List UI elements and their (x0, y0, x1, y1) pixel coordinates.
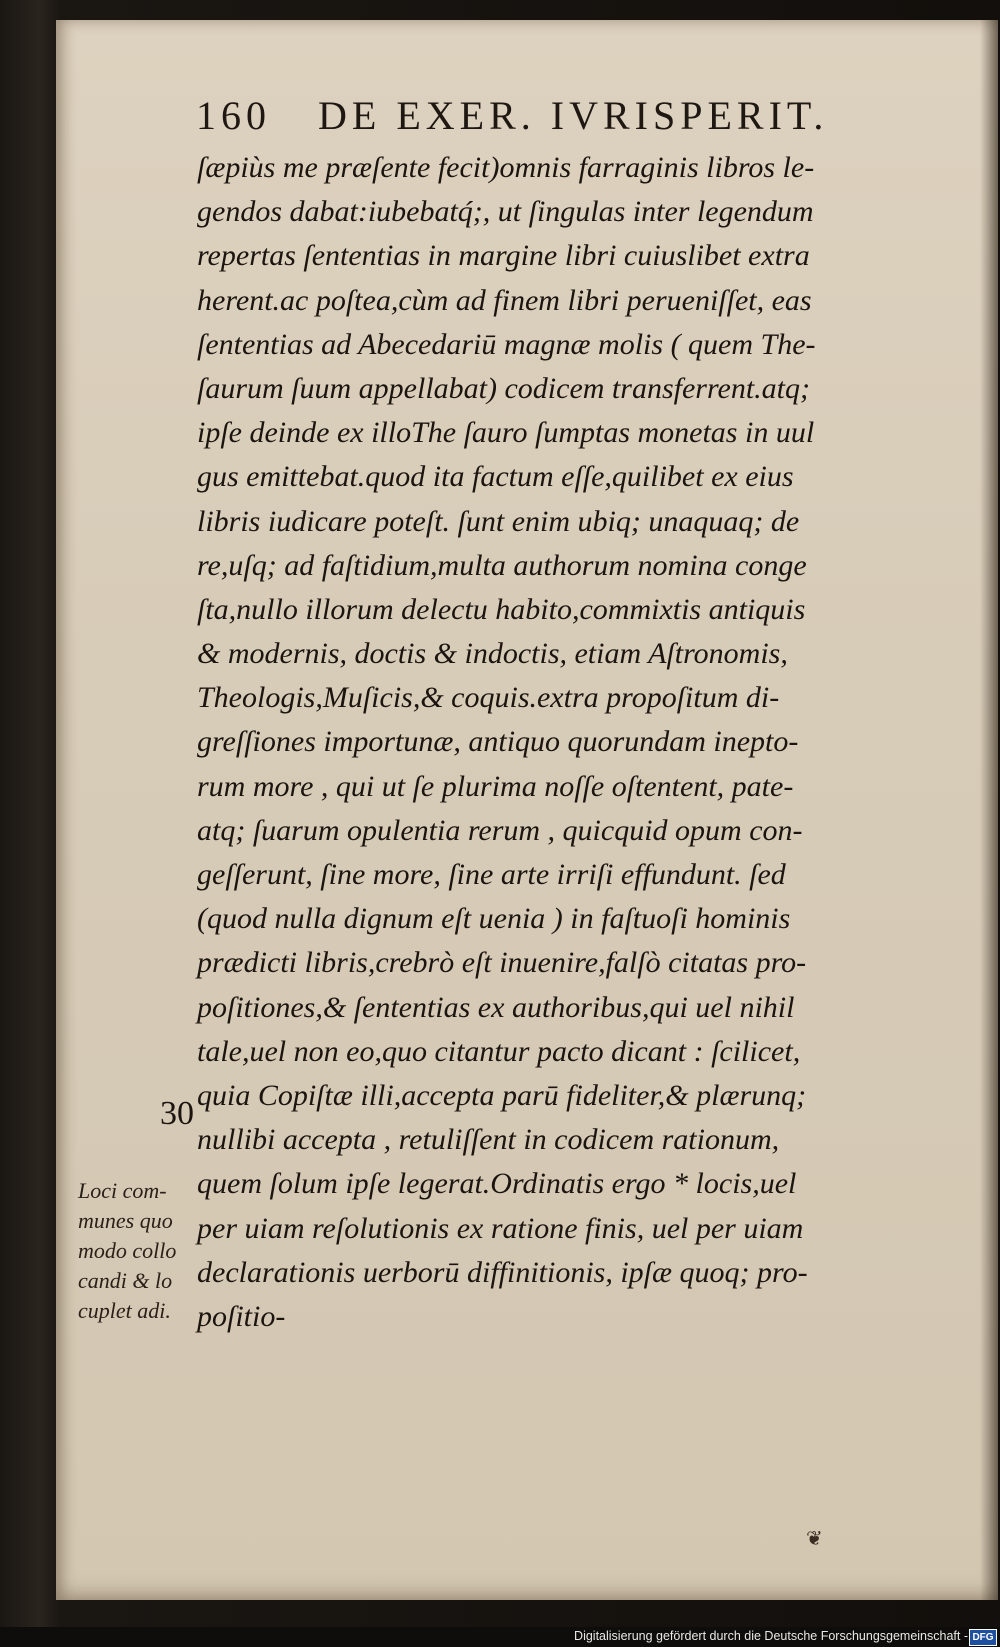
text-line: rum more , qui ut ſe plurima noſſe oſtentent, pate- (197, 769, 794, 803)
footer-bar (0, 1627, 1000, 1647)
text-line: tale,uel non eo,quo citantur pacto dicant : ſcilicet, (197, 1034, 801, 1068)
running-title: DE EXER. IVRISPERIT. (318, 93, 829, 138)
marginal-note-line: candi & lo (78, 1268, 173, 1293)
folio-number: 160 (196, 93, 271, 138)
marginal-note-line: cuplet adi. (78, 1298, 171, 1323)
marginal-note-line: munes quo (78, 1208, 173, 1233)
page-header (196, 92, 896, 142)
text-line: poſitio- (197, 1299, 286, 1333)
text-line: ſaurum ſuum appellabat) codicem transferrent.atq; (197, 371, 810, 405)
text-line: repertas ſententias in margine libri cuiuslibet extra (197, 239, 810, 273)
text-line: Theologis,Muſicis,& coquis.extra propoſitum di- (197, 681, 780, 715)
fleuron-ornament-icon: ❦ (806, 1528, 823, 1550)
text-line: (quod nulla dignum eſt uenia ) in faſtuoſi hominis (197, 902, 791, 936)
text-line: ſententias ad Abecedariū magnæ molis ( quem The- (197, 327, 816, 361)
text-line: declarationis uerborū diffinitionis, ipſæ quoq; pro- (197, 1255, 808, 1289)
marginal-note (78, 1176, 208, 1326)
text-line: nullibi accepta , retuliſſent in codicem rationum, (197, 1123, 780, 1157)
funding-credit: Digitalisierung gefördert durch die Deutsche Forschungsgemeinschaft - (574, 1629, 968, 1643)
text-line: geſſerunt, ſine more, ſine arte irriſi effundunt. ſed (197, 858, 786, 891)
text-line: quia Copiſtæ illi,accepta parū fideliter,& plærunq; (197, 1078, 807, 1112)
text-line: ſta,nullo illorum delectu habito,commixtis antiquis (197, 592, 806, 626)
text-line: greſſiones importunæ, antiquo quorundam inepto- (197, 725, 799, 759)
line-number-marker: 30 (160, 1095, 194, 1132)
text-line: re,uſq; ad faſtidium,multa authorum nomina conge (197, 548, 807, 582)
text-line: & modernis, doctis & indoctis, etiam Aſtronomis, (197, 637, 788, 671)
text-line: ſæpiùs me præſente fecit)omnis farraginis libros le- (197, 151, 815, 184)
page-gutter-shadow (980, 20, 998, 1600)
marginal-note-line: modo collo (78, 1238, 177, 1263)
text-line: herent.ac poſtea,cùm ad finem libri perueniſſet, eas (197, 283, 812, 317)
text-line: quem ſolum ipſe legerat.Ordinatis ergo * locis,uel (197, 1167, 797, 1201)
text-line: prædicti libris,crebrò eſt inuenire,falſò citatas pro- (197, 946, 807, 980)
marginal-note-line: Loci com- (78, 1178, 167, 1203)
text-line: ipſe deinde ex illoThe ſauro ſumptas monetas in uul (197, 416, 815, 450)
body-text (197, 146, 923, 1339)
text-line: gus emittebat.quod ita factum eſſe,quilibet ex eius (197, 460, 794, 494)
text-line: gendos dabat:iubebatq́;, ut ſingulas inter legendum (197, 195, 814, 229)
dfg-logo: DFG (969, 1629, 997, 1646)
text-line: libris iudicare poteſt. ſunt enim ubiq; unaquaq; de (197, 504, 800, 538)
text-line: per uiam reſolutionis ex ratione finis, uel per uiam (197, 1211, 804, 1245)
text-line: poſitiones,& ſententias ex authoribus,qui uel nihil (197, 990, 795, 1024)
text-line: atq; ſuarum opulentia rerum , quicquid opum con- (197, 813, 803, 847)
